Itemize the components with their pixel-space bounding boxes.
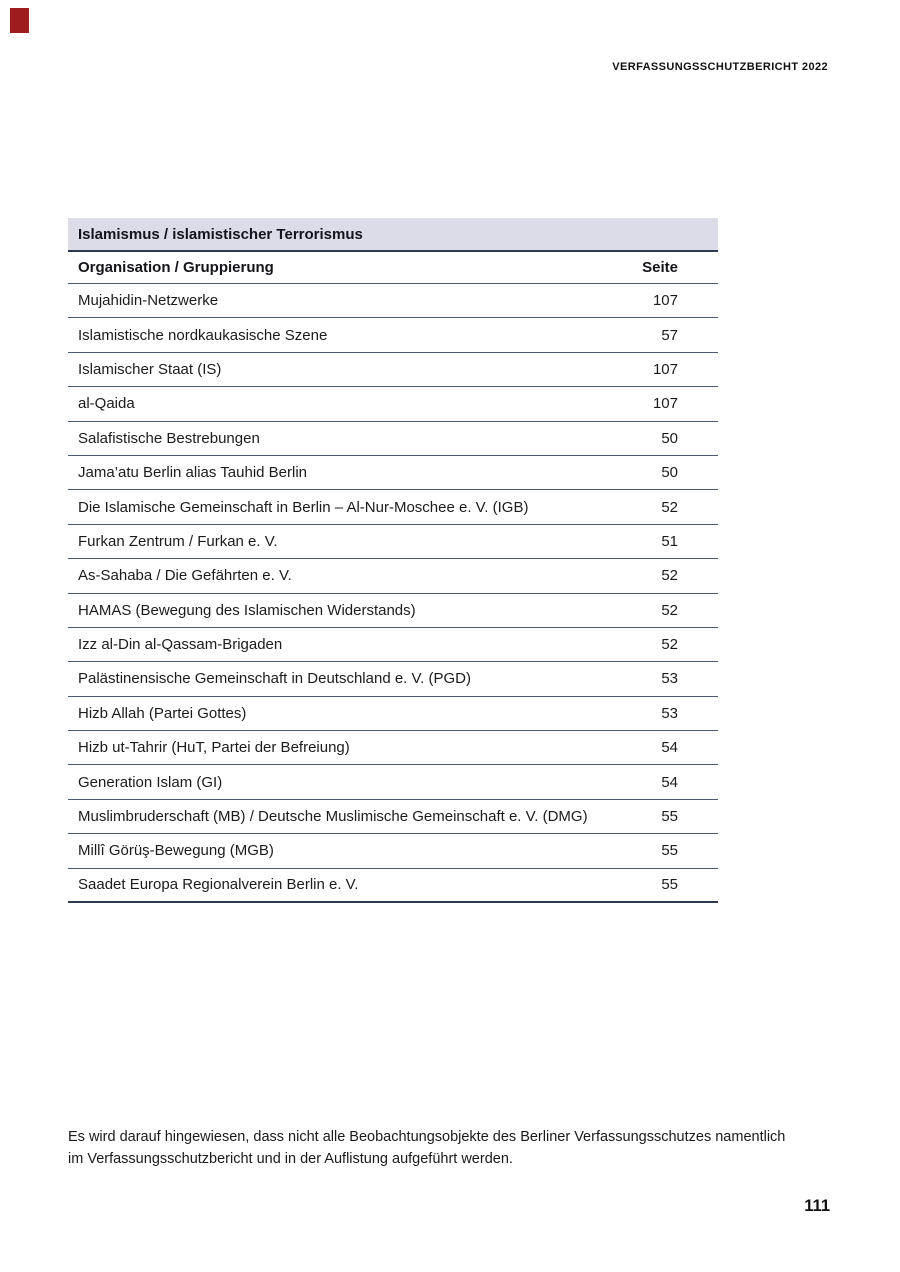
row-page: 55 [661, 842, 678, 860]
table-row [68, 765, 718, 799]
table-row [68, 662, 718, 696]
row-organisation: Saadet Europa Regionalverein Berlin e. V. [78, 876, 359, 894]
row-organisation: Muslimbruderschaft (MB) / Deutsche Muslimische Gemeinschaft e. V. (DMG) [78, 808, 588, 826]
table-row [68, 387, 718, 421]
table-body [68, 284, 718, 903]
table-row [68, 353, 718, 387]
row-page: 54 [661, 739, 678, 757]
table-row [68, 594, 718, 628]
footnote-line-2: im Verfassungsschutzbericht und in der Auflistung aufgeführt werden. [68, 1150, 513, 1167]
row-organisation: Hizb ut-Tahrir (HuT, Partei der Befreiung) [78, 739, 350, 757]
row-organisation: Salafistische Bestrebungen [78, 429, 260, 447]
row-organisation: HAMAS (Bewegung des Islamischen Widerstands) [78, 601, 416, 619]
row-organisation: Islamistische nordkaukasische Szene [78, 326, 328, 344]
row-organisation: al-Qaida [78, 395, 135, 413]
row-page: 51 [661, 532, 678, 550]
table-row [68, 628, 718, 662]
column-header-organisation: Organisation / Gruppierung [78, 259, 274, 276]
section-title: Islamismus / islamistischer Terrorismus [78, 225, 363, 243]
table-row [68, 525, 718, 559]
row-page: 107 [652, 360, 678, 378]
row-page: 57 [661, 326, 678, 344]
page-number: 111 [804, 1197, 830, 1215]
row-page: 52 [661, 498, 678, 516]
row-organisation: As-Sahaba / Die Gefährten e. V. [78, 567, 292, 585]
table-row [68, 456, 718, 490]
table-row [68, 422, 718, 456]
table-row [68, 731, 718, 765]
row-page: 54 [661, 773, 678, 791]
row-page: 55 [661, 808, 678, 826]
row-page: 50 [661, 464, 678, 482]
row-page: 52 [661, 601, 678, 619]
table-section-header [68, 218, 718, 252]
row-page: 52 [661, 567, 678, 585]
table-row [68, 490, 718, 524]
row-organisation: Mujahidin-Netzwerke [78, 292, 219, 310]
row-page: 55 [661, 876, 678, 894]
table-column-header [68, 252, 718, 284]
row-organisation: Millî Görüş-Bewegung (MGB) [78, 842, 274, 860]
footnote [68, 1127, 808, 1170]
row-organisation: Palästinensische Gemeinschaft in Deutschland e. V. (PGD) [78, 670, 471, 688]
row-organisation: Furkan Zentrum / Furkan e. V. [78, 532, 278, 550]
row-page: 107 [652, 292, 678, 310]
table-row [68, 869, 718, 903]
footnote-line-1: Es wird darauf hingewiesen, dass nicht alle Beobachtungsobjekte des Berliner Verfassungsschutzes namentlich [68, 1129, 786, 1145]
running-header: VERFASSUNGSSCHUTZBERICHT 2022 [612, 61, 828, 73]
row-organisation: Jama’atu Berlin alias Tauhid Berlin [78, 464, 308, 482]
table-row [68, 834, 718, 868]
row-organisation: Generation Islam (GI) [78, 773, 223, 791]
table-row [68, 318, 718, 352]
row-organisation: Hizb Allah (Partei Gottes) [78, 704, 247, 722]
row-page: 53 [661, 670, 678, 688]
row-organisation: Islamischer Staat (IS) [78, 360, 222, 378]
column-header-page: Seite [642, 259, 678, 276]
row-organisation: Izz al-Din al-Qassam-Brigaden [78, 636, 283, 654]
row-page: 50 [661, 429, 678, 447]
row-page: 52 [661, 636, 678, 654]
row-organisation: Die Islamische Gemeinschaft in Berlin – Al-Nur-Moschee e. V. (IGB) [78, 498, 529, 516]
table-row [68, 284, 718, 318]
table-row [68, 697, 718, 731]
row-page: 53 [661, 704, 678, 722]
chapter-tab-marker [10, 8, 29, 33]
row-page: 107 [652, 395, 678, 413]
organisations-table [68, 218, 718, 903]
table-row [68, 800, 718, 834]
table-row [68, 559, 718, 593]
